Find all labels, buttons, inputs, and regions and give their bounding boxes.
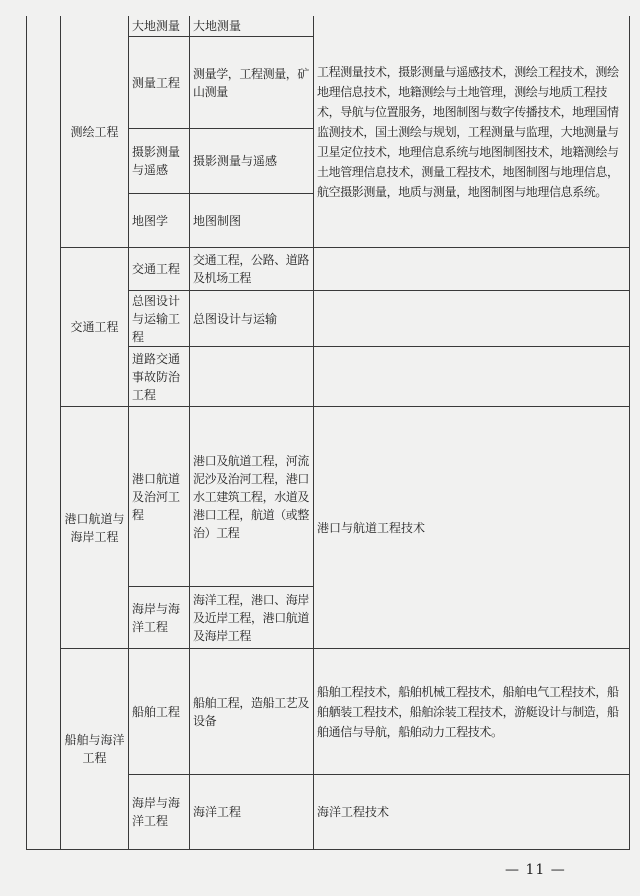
majors-text: 海洋工程技术 — [317, 805, 390, 819]
sub-label: 地图学 — [132, 213, 169, 228]
sub-cell — [129, 37, 189, 128]
directions-text: 测量学，工程测量，矿山测量 — [193, 66, 310, 99]
sub-label: 道路交通事故防治工程 — [132, 351, 181, 402]
sub-label: 船舶工程 — [132, 704, 181, 719]
sub-cell — [129, 129, 189, 193]
category-label: 船舶与海洋工程 — [64, 733, 125, 765]
sub-label: 海岸与海洋工程 — [132, 796, 181, 828]
directions-cell — [190, 649, 313, 774]
directions-cell — [190, 291, 313, 346]
majors-cell — [314, 649, 629, 774]
table-border-bottom — [26, 849, 630, 850]
category-cell — [61, 17, 128, 247]
majors-cell — [314, 407, 629, 648]
directions-text: 港口及航道工程，河流泥沙及治河工程，港口水工建筑工程，水道及港口工程，航道（或整治）工程 — [193, 453, 310, 540]
majors-cell — [314, 775, 629, 849]
category-label: 港口航道与海岸工程 — [64, 511, 125, 544]
majors-text: 工程测量技术，摄影测量与遥感技术，测绘工程技术，测绘地理信息技术，地籍测绘与土地管理，测绘与地质工程技术，导航与位置服务，地图制图与数字传播技术，地理国情监测技术，国土测绘与规划，工程测量与监理，大地测量与卫星定位技术，地理信息系统与地图制图技术，地籍测绘与土地管理信息技术，测量工程技术，地图制图与地理信息，航空摄影测量，地质与测量，地图制图与地理信息系统。 — [317, 65, 619, 199]
directions-cell — [190, 194, 313, 247]
majors-cell — [314, 248, 629, 406]
directions-text: 交通工程，公路、道路及机场工程 — [193, 253, 310, 285]
category-label: 测绘工程 — [70, 125, 119, 139]
directions-cell — [190, 37, 313, 128]
directions-cell — [190, 587, 313, 648]
category-label: 交通工程 — [70, 320, 119, 334]
page-number: — 11 — — [505, 862, 566, 878]
sub-label: 总图设计与运输工程 — [132, 293, 181, 344]
majors-text: 港口与航道工程技术 — [317, 520, 426, 535]
directions-cell — [190, 248, 313, 290]
sub-label: 交通工程 — [132, 262, 181, 276]
directions-text: 船舶工程，造船工艺及设备 — [193, 695, 310, 728]
sub-label: 大地测量 — [132, 18, 181, 33]
sub-label: 测量工程 — [132, 75, 181, 90]
category-cell — [61, 248, 128, 406]
directions-cell — [190, 775, 313, 849]
directions-text: 地图制图 — [193, 213, 242, 228]
directions-text: 摄影测量与遥感 — [193, 154, 278, 168]
sub-cell — [129, 649, 189, 774]
sub-label: 港口航道及治河工程 — [132, 471, 181, 522]
category-cell — [61, 407, 128, 648]
table-border-left — [26, 16, 27, 850]
sub-cell — [129, 775, 189, 849]
sub-label: 海岸与海洋工程 — [132, 601, 181, 634]
directions-text: 海洋工程，港口、海岸及近岸工程，港口航道及海岸工程 — [193, 592, 310, 643]
sub-cell — [129, 291, 189, 346]
table-border-right — [629, 16, 630, 850]
directions-text: 大地测量 — [193, 18, 242, 33]
sub-cell — [129, 587, 189, 648]
sub-cell — [129, 407, 189, 586]
directions-text: 海洋工程 — [193, 805, 242, 819]
directions-cell — [190, 17, 313, 36]
majors-text: 船舶工程技术，船舶机械工程技术，船舶电气工程技术，船舶舾装工程技术，船舶涂装工程技术，游艇设计与制造，船舶通信与导航，船舶动力工程技术。 — [317, 684, 619, 739]
sub-cell — [129, 347, 189, 406]
sub-cell — [129, 194, 189, 247]
directions-cell — [190, 129, 313, 193]
sub-label: 摄影测量与遥感 — [132, 145, 181, 177]
directions-cell — [190, 347, 313, 406]
directions-cell — [190, 407, 313, 586]
majors-cell — [314, 17, 629, 247]
category-cell — [61, 649, 128, 849]
directions-text: 总图设计与运输 — [193, 311, 278, 326]
sub-cell — [129, 17, 189, 36]
sub-cell — [129, 248, 189, 290]
